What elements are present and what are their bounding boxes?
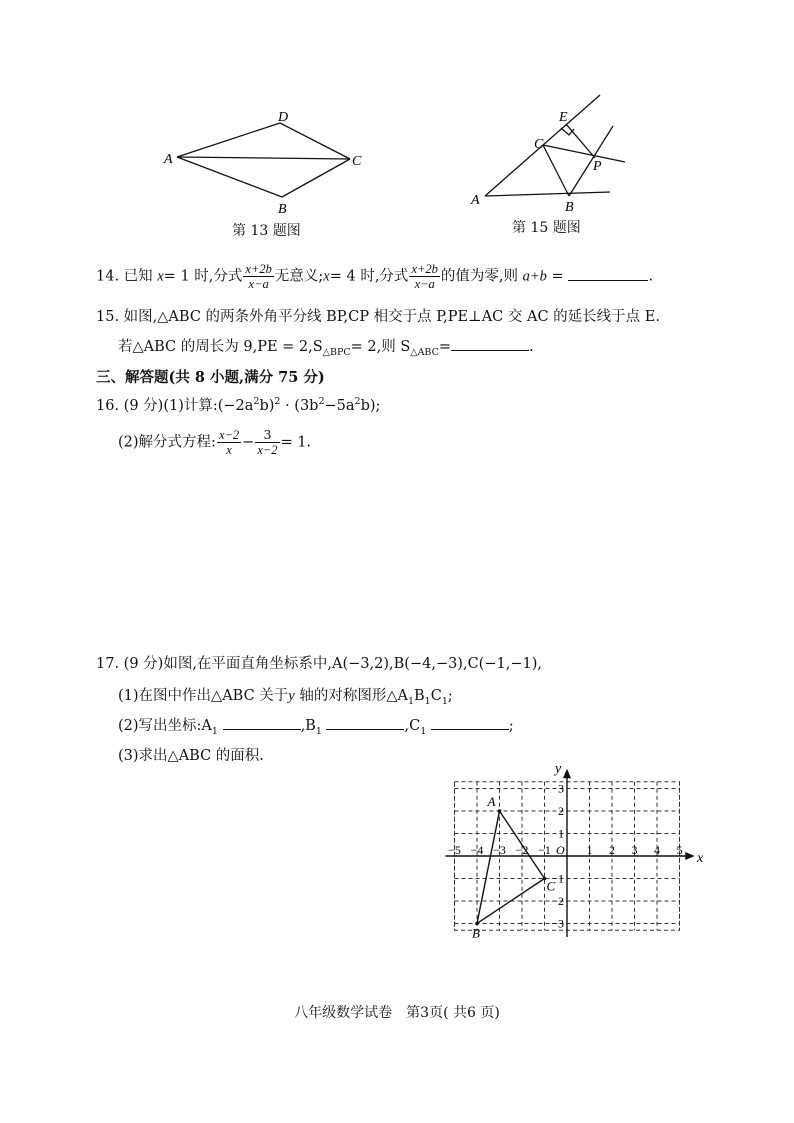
figure-15 bbox=[465, 88, 635, 213]
y-tick-label: 2 bbox=[558, 804, 564, 818]
fig15-caption: 第 15 题图 bbox=[512, 220, 581, 236]
page-footer: 八年级数学试卷 第3页( 共6 页) bbox=[294, 1005, 500, 1021]
point-label-b: B bbox=[472, 925, 480, 941]
fig15-label-e: E bbox=[559, 110, 568, 125]
question-16-part-2: (2)解分式方程: $\frac{x-2}{x}$ − $\frac{3}{x-2}$ = 1. bbox=[118, 427, 312, 457]
fig13-label-a: A bbox=[164, 152, 173, 167]
q17-a1-blank[interactable] bbox=[223, 715, 301, 730]
fig13-label-d: D bbox=[278, 110, 289, 125]
fig15-label-p: P bbox=[593, 159, 602, 174]
x-tick-label: 2 bbox=[609, 843, 615, 857]
question-17-part-2: (2)写出坐标$:A_1$ $,B_1$ $,C_1$ ; bbox=[118, 714, 514, 737]
q17-c1-blank[interactable] bbox=[431, 715, 509, 730]
question-15-line-1: 15. 如图,△ABC 的两条外角平分线 BP,CP 相交于点 P,PE⊥AC 交 AC 的延长线于点 E. bbox=[96, 309, 660, 325]
question-17-part-3: (3)求出△ABC 的面积. bbox=[118, 748, 264, 764]
q14-fraction-2: $\frac{x+2b}{x-a}$ bbox=[411, 262, 438, 291]
question-15-line-2: 若△ABC 的周长为 $9,PE = 2,S_{\triangle BPC}= 2$,则 $S_{\triangle ABC}=$ . bbox=[118, 335, 534, 358]
x-axis-label: x bbox=[697, 851, 704, 866]
q14-fraction-1: $\frac{x+2b}{x-a}$ bbox=[245, 262, 272, 291]
coordinate-grid bbox=[438, 762, 708, 942]
point-label-a: A bbox=[487, 794, 496, 809]
q14-number: 14. bbox=[96, 268, 120, 285]
fig13-label-b: B bbox=[278, 202, 287, 215]
x-tick-label: −3 bbox=[493, 843, 506, 857]
question-17-line-1: 17. (9 分)如图,在平面直角坐标系中,A(−3,2),B(−4,−3),C(−1,−1), bbox=[96, 656, 542, 672]
x-tick-label: 1 bbox=[586, 843, 593, 857]
x-tick-label: 4 bbox=[654, 843, 660, 857]
triangle-abc bbox=[477, 811, 545, 924]
y-tick-label: −2 bbox=[551, 894, 564, 908]
y-tick-label: 3 bbox=[558, 781, 564, 796]
fig13-label-c: C bbox=[352, 154, 362, 169]
point-label-c: C bbox=[546, 878, 556, 894]
origin-label: O bbox=[556, 843, 565, 857]
q15-number: 15. bbox=[96, 309, 120, 325]
figure-13 bbox=[160, 105, 380, 215]
q17-b1-blank[interactable] bbox=[326, 715, 404, 730]
x-tick-label: −4 bbox=[470, 843, 484, 857]
question-16-part-1: 16. (9 分)(1)计算$:(-2a^2b)^2 \cdot (3b^2-5a^2b)$; bbox=[96, 396, 381, 414]
point-a bbox=[498, 809, 502, 813]
x-axis-arrow bbox=[686, 853, 693, 859]
q14-answer-blank[interactable] bbox=[568, 266, 648, 281]
y-tick-label: 1 bbox=[558, 826, 564, 841]
fig15-label-b: B bbox=[565, 200, 574, 213]
x-tick-label: −2 bbox=[515, 843, 529, 857]
y-axis-arrow bbox=[564, 771, 570, 778]
question-17-part-1: (1)在图中作出△ABC 关于y 轴的对称图形$\triangle A_1B_1C_1$; bbox=[118, 688, 453, 707]
q16-fraction-2: $\frac{3}{x-2}$ bbox=[257, 427, 278, 457]
fig13-caption: 第 13 题图 bbox=[232, 223, 301, 239]
y-tick-label: −1 bbox=[551, 871, 564, 886]
y-tick-label: −3 bbox=[551, 916, 564, 931]
x-tick-label: −5 bbox=[448, 843, 461, 857]
x-tick-label: −1 bbox=[538, 843, 551, 857]
fig15-label-c: C bbox=[534, 137, 544, 152]
x-tick-label: 5 bbox=[676, 843, 683, 857]
x-tick-label: 3 bbox=[631, 843, 638, 857]
section-3-heading: 三、解答题(共 8 小题,满分 75 分) bbox=[96, 369, 325, 386]
q15-answer-blank[interactable] bbox=[451, 336, 529, 351]
question-14: 14. 已知 x= 1 时,分式 $\frac{x+2b}{x-a}$ 无意义;x= 4 时,分式 $\frac{x+2b}{x-a}$ 的值为零,则 a+b = . bbox=[96, 262, 653, 291]
q16-number: 16. bbox=[96, 398, 120, 414]
y-axis-label: y bbox=[555, 762, 562, 777]
fig15-label-a: A bbox=[471, 193, 480, 208]
q17-number: 17. bbox=[96, 656, 120, 672]
q16-fraction-1: $\frac{x-2}{x}$ bbox=[218, 428, 240, 457]
